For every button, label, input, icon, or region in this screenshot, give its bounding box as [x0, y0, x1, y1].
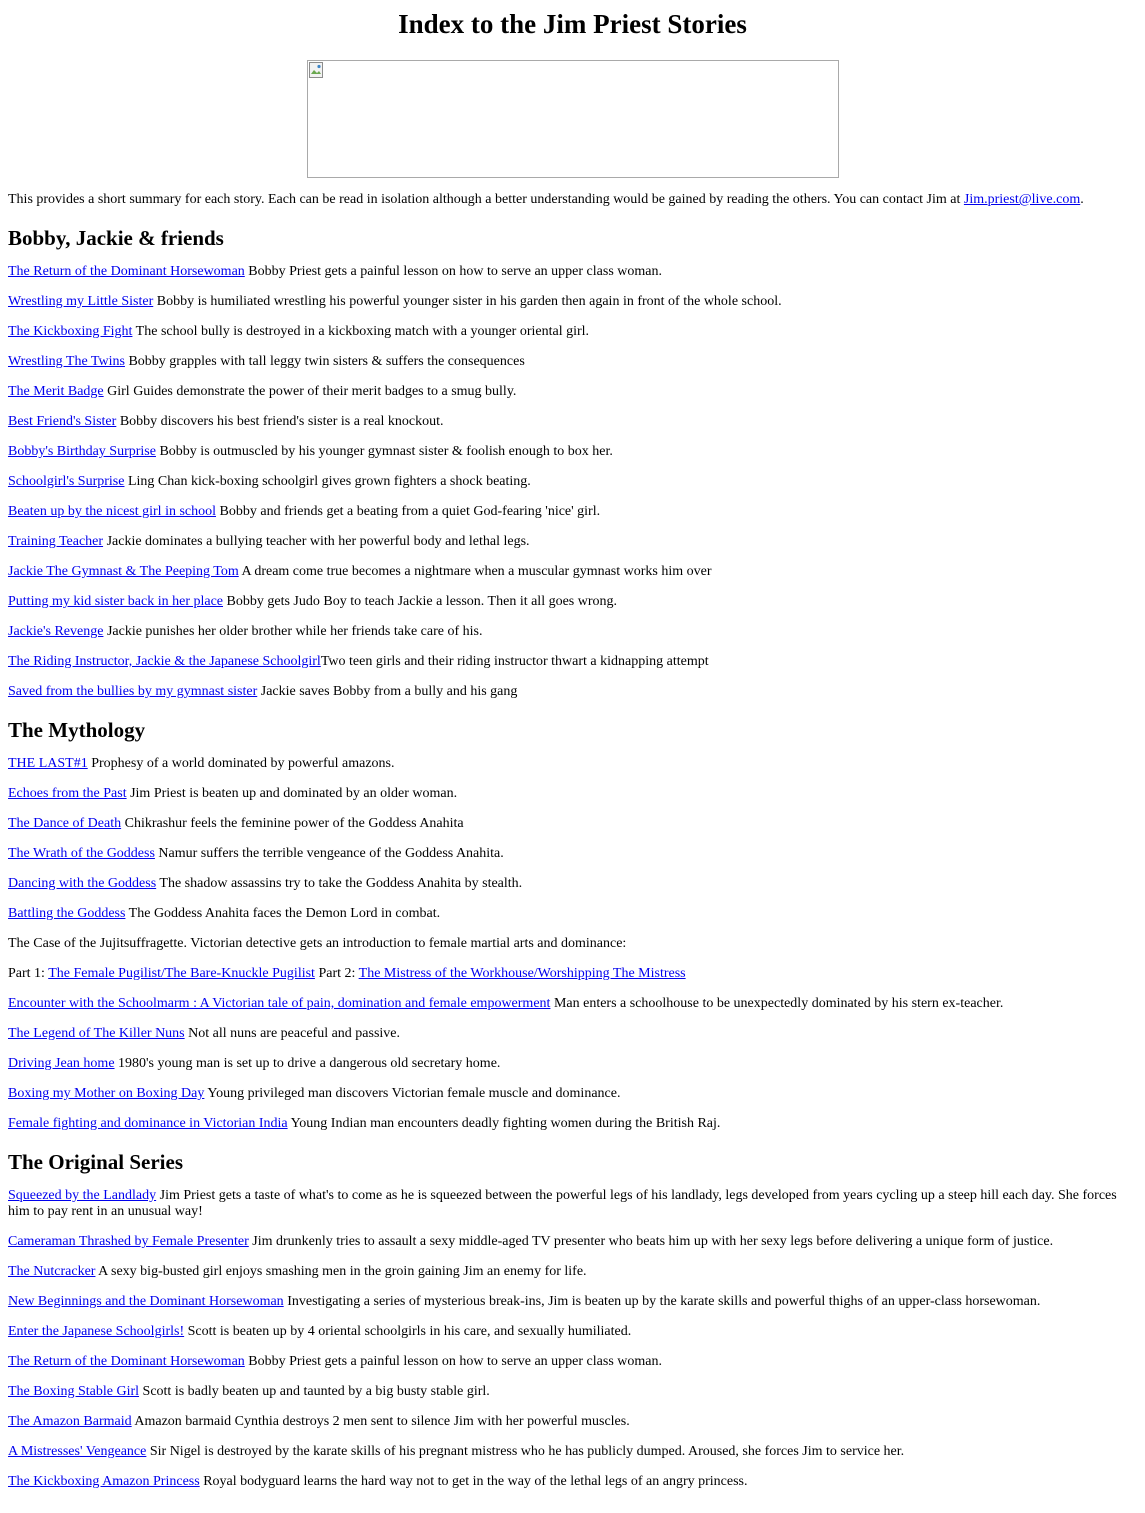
story-description: Scott is badly beaten up and taunted by a big busty stable girl. — [139, 1384, 490, 1399]
story-link[interactable]: Boxing my Mother on Boxing Day — [8, 1086, 205, 1101]
section-heading: The Mythology — [8, 718, 146, 742]
story-description: The shadow assassins try to take the Goddess Anahita by stealth. — [156, 876, 523, 891]
story-link[interactable]: Schoolgirl's Surprise — [8, 474, 125, 489]
story-description: Young Indian man encounters deadly fighting women during the British Raj. — [287, 1116, 721, 1131]
story-description: Not all nuns are peaceful and passive. — [184, 1026, 401, 1041]
story-entry — [8, 1188, 1137, 1220]
story-description: Bobby is outmuscled by his younger gymnast sister & foolish enough to box her. — [155, 444, 613, 459]
story-link[interactable]: Training Teacher — [8, 534, 104, 549]
story-link[interactable]: The Legend of The Killer Nuns — [8, 1026, 185, 1041]
story-description: Bobby gets Judo Boy to teach Jackie a lesson. Then it all goes wrong. — [223, 594, 618, 609]
story-link[interactable]: New Beginnings and the Dominant Horsewoman — [8, 1294, 284, 1309]
story-description: Bobby is humiliated wrestling his powerful younger sister in his garden then again in front of the whole school. — [153, 294, 782, 309]
story-description: Jim Priest is beaten up and dominated by an older woman. — [126, 786, 458, 801]
story-entry — [8, 906, 1137, 922]
story-entry — [8, 1444, 1137, 1460]
email-link[interactable]: Jim.priest@live.com — [963, 192, 1081, 207]
story-entry — [8, 1354, 1137, 1370]
story-description: The school bully is destroyed in a kickboxing match with a younger oriental girl. — [132, 324, 590, 339]
story-link[interactable]: Putting my kid sister back in her place — [8, 594, 224, 609]
story-link[interactable]: Cameraman Thrashed by Female Presenter — [8, 1234, 249, 1249]
story-link[interactable]: The Nutcracker — [8, 1264, 96, 1279]
story-link[interactable]: The Wrath of the Goddess — [8, 846, 155, 861]
story-link[interactable]: The Dance of Death — [8, 816, 122, 831]
jujitsu-parts — [8, 966, 1137, 982]
story-entry — [8, 996, 1137, 1012]
story-entry — [8, 324, 1137, 340]
banner-wrap — [8, 60, 1137, 178]
intro-text: This provides a short summary for each story. Each can be read in isolation although a better understanding would be gained by reading the others. You can contact Jim at — [8, 192, 964, 207]
story-entry — [8, 384, 1137, 400]
story-description: Bobby grapples with tall leggy twin sisters & suffers the consequences — [124, 354, 525, 369]
story-link[interactable]: The Return of the Dominant Horsewoman — [8, 1354, 245, 1369]
part1-link[interactable]: The Female Pugilist/The Bare-Knuckle Pugilist — [48, 966, 315, 981]
story-description: Bobby Priest gets a painful lesson on how to serve an upper class woman. — [244, 264, 662, 279]
story-link[interactable]: Bobby's Birthday Surprise — [8, 444, 156, 459]
story-entry — [8, 756, 1137, 772]
story-entry — [8, 816, 1137, 832]
story-description: Amazon barmaid Cynthia destroys 2 men sent to silence Jim with her powerful muscles. — [131, 1414, 630, 1429]
story-link[interactable]: Encounter with the Schoolmarm : A Victorian tale of pain, domination and female empowerment — [8, 996, 551, 1011]
story-entry — [8, 594, 1137, 610]
story-description: Prophesy of a world dominated by powerful amazons. — [87, 756, 395, 771]
story-link[interactable]: Wrestling The Twins — [8, 354, 125, 369]
story-description: 1980's young man is set up to drive a dangerous old secretary home. — [114, 1056, 501, 1071]
broken-image-icon — [309, 62, 323, 78]
story-link[interactable]: Dancing with the Goddess — [8, 876, 157, 891]
story-link[interactable]: Jackie's Revenge — [8, 624, 104, 639]
story-link[interactable]: The Merit Badge — [8, 384, 104, 399]
story-description: Scott is beaten up by 4 oriental schoolgirls in his care, and sexually humiliated. — [184, 1324, 632, 1339]
story-link[interactable]: The Kickboxing Fight — [8, 324, 133, 339]
story-link[interactable]: The Boxing Stable Girl — [8, 1384, 140, 1399]
story-link[interactable]: The Kickboxing Amazon Princess — [8, 1474, 200, 1489]
story-link[interactable]: Driving Jean home — [8, 1056, 115, 1071]
story-description: Girl Guides demonstrate the power of their merit badges to a smug bully. — [103, 384, 517, 399]
story-description: Bobby and friends get a beating from a quiet God-fearing 'nice' girl. — [216, 504, 601, 519]
story-entry — [8, 1384, 1137, 1400]
story-description: Jackie dominates a bullying teacher with her powerful body and lethal legs. — [103, 534, 530, 549]
story-entry — [8, 474, 1137, 490]
story-link[interactable]: Battling the Goddess — [8, 906, 126, 921]
banner-image-broken — [307, 60, 839, 178]
story-entry — [8, 1264, 1137, 1280]
story-entry — [8, 354, 1137, 370]
story-description: A sexy big-busted girl enjoys smashing men in the groin gaining Jim an enemy for life. — [95, 1264, 587, 1279]
story-entry — [8, 504, 1137, 520]
story-description: A dream come true becomes a nightmare when a muscular gymnast works him over — [238, 564, 712, 579]
story-entry — [8, 624, 1137, 640]
story-entry — [8, 294, 1137, 310]
story-description: Jim drunkenly tries to assault a sexy middle-aged TV presenter who beats him up with her sexy legs before delivering a unique form of justice. — [248, 1234, 1054, 1249]
story-entry — [8, 1026, 1137, 1042]
story-description: Sir Nigel is destroyed by the karate skills of his pregnant mistress who he has publicly dumped. Aroused, she forces Jim to service her. — [146, 1444, 905, 1459]
story-description: The Goddess Anahita faces the Demon Lord in combat. — [125, 906, 441, 921]
intro-paragraph — [8, 192, 1137, 208]
story-entry — [8, 1234, 1137, 1250]
story-description: Chikrashur feels the feminine power of the Goddess Anahita — [121, 816, 464, 831]
part2-link[interactable]: The Mistress of the Workhouse/Worshipping The Mistress — [358, 966, 686, 981]
story-entry — [8, 1414, 1137, 1430]
story-description: Bobby discovers his best friend's sister is a real knockout. — [116, 414, 444, 429]
story-link[interactable]: Echoes from the Past — [8, 786, 127, 801]
story-entry — [8, 846, 1137, 862]
story-description: Jackie punishes her older brother while her friends take care of his. — [103, 624, 483, 639]
story-entry — [8, 876, 1137, 892]
intro-tail: . — [1080, 192, 1084, 207]
story-entry — [8, 264, 1137, 280]
story-entry — [8, 1474, 1137, 1490]
story-link[interactable]: Saved from the bullies by my gymnast sister — [8, 684, 258, 699]
story-description: Namur suffers the terrible vengeance of the Goddess Anahita. — [154, 846, 504, 861]
section-heading: The Original Series — [8, 1150, 183, 1174]
page — [0, 8, 1145, 1490]
story-link[interactable]: Beaten up by the nicest girl in school — [8, 504, 217, 519]
story-description: Bobby Priest gets a painful lesson on how to serve an upper class woman. — [244, 1354, 662, 1369]
story-entry — [8, 1086, 1137, 1102]
story-link[interactable]: Enter the Japanese Schoolgirls! — [8, 1324, 185, 1339]
story-link[interactable]: The Riding Instructor, Jackie & the Japanese Schoolgirl — [8, 654, 321, 669]
story-entry — [8, 534, 1137, 550]
story-sections — [8, 226, 1137, 1490]
story-description: Jim Priest gets a taste of what's to come as he is squeezed between the powerful legs of his landlady, legs developed from years cycling up a steep hill each day. She forces him to pay rent in an unusual way! — [8, 1188, 1117, 1219]
section-heading: Bobby, Jackie & friends — [8, 226, 224, 250]
part2-label: Part 2: — [314, 966, 359, 981]
story-description: Young privileged man discovers Victorian female muscle and dominance. — [204, 1086, 621, 1101]
story-entry — [8, 786, 1137, 802]
story-link[interactable]: Female fighting and dominance in Victorian India — [8, 1116, 288, 1131]
story-entry — [8, 564, 1137, 580]
story-description: Investigating a series of mysterious break-ins, Jim is beaten up by the karate skills and powerful thighs of an upper-class horsewoman. — [283, 1294, 1041, 1309]
story-entry — [8, 1056, 1137, 1072]
story-entry — [8, 414, 1137, 430]
story-link[interactable]: Wrestling my Little Sister — [8, 294, 154, 309]
story-link[interactable]: The Amazon Barmaid — [8, 1414, 132, 1429]
story-description: Ling Chan kick-boxing schoolgirl gives grown fighters a shock beating. — [124, 474, 531, 489]
story-entry — [8, 1294, 1137, 1310]
story-link[interactable]: The Return of the Dominant Horsewoman — [8, 264, 245, 279]
page-title: Index to the Jim Priest Stories — [398, 9, 747, 39]
jujitsu-intro: The Case of the Jujitsuffragette. Victorian detective gets an introduction to female martial arts and dominance: — [8, 936, 627, 951]
story-link[interactable]: Squeezed by the Landlady — [8, 1188, 157, 1203]
story-description: Two teen girls and their riding instructor thwart a kidnapping attempt — [320, 654, 709, 669]
story-link[interactable]: A Mistresses' Vengeance — [8, 1444, 147, 1459]
story-entry — [8, 684, 1137, 700]
story-link[interactable]: Jackie The Gymnast & The Peeping Tom — [8, 564, 239, 579]
story-entry — [8, 1116, 1137, 1132]
story-description: Jackie saves Bobby from a bully and his gang — [257, 684, 518, 699]
story-link[interactable]: THE LAST#1 — [8, 756, 88, 771]
story-description: Man enters a schoolhouse to be unexpectedly dominated by his stern ex-teacher. — [550, 996, 1004, 1011]
part1-label: Part 1: — [8, 966, 49, 981]
story-entry — [8, 444, 1137, 460]
story-entry — [8, 1324, 1137, 1340]
story-description: Royal bodyguard learns the hard way not to get in the way of the lethal legs of an angry princess. — [199, 1474, 748, 1489]
story-entry — [8, 654, 1137, 670]
story-link[interactable]: Best Friend's Sister — [8, 414, 117, 429]
